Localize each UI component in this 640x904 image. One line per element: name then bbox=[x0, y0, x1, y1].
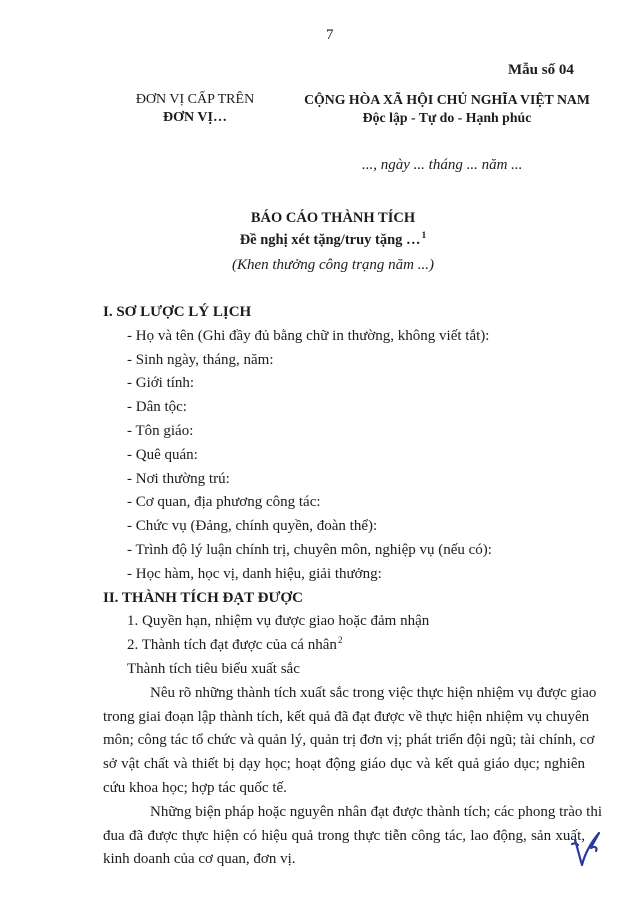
national-title: CỘNG HÒA XÃ HỘI CHỦ NGHĨA VIỆT NAM bbox=[304, 92, 590, 107]
section-2-item-2 bbox=[103, 634, 585, 658]
national-motto: Độc lập - Tự do - Hạnh phúc bbox=[362, 110, 532, 125]
footnote-marker-2: 2 bbox=[337, 636, 343, 647]
footnote-marker-1: 1 bbox=[421, 231, 427, 241]
field-religion: - Tôn giáo: bbox=[127, 422, 194, 439]
paragraph-outstanding-achievements bbox=[103, 682, 597, 801]
page-number: 7 bbox=[326, 27, 334, 43]
report-body bbox=[103, 301, 602, 872]
report-title: BÁO CÁO THÀNH TÍCH bbox=[250, 210, 416, 226]
field-residence: - Nơi thường trú: bbox=[127, 470, 230, 487]
paragraph-line: đua đã được thực hiện có hiệu quả trong thực tiễn công tác, lao động, sản xuất, bbox=[103, 827, 585, 844]
issuing-unit-header bbox=[95, 91, 295, 127]
section-2-item-1: 1. Quyền hạn, nhiệm vụ được giao hoặc đảm nhận bbox=[127, 613, 430, 630]
paragraph-line: kinh doanh của cơ quan, đơn vị. bbox=[103, 851, 296, 868]
paragraph-line: trong giai đoạn lập thành tích, kết quả đã đạt được về thực hiện nhiệm vụ chuyên bbox=[103, 708, 590, 725]
handwritten-initial-icon bbox=[566, 824, 610, 874]
paragraph-line: môn; công tác tổ chức và quản lý, quản trị đơn vị; phát triển đội ngũ; tài chính, cơ bbox=[103, 732, 595, 749]
paragraph-line: cứu khoa học; hợp tác quốc tế. bbox=[103, 779, 287, 796]
field-date-of-birth: - Sinh ngày, tháng, năm: bbox=[127, 351, 274, 368]
field-workplace: - Cơ quan, địa phương công tác: bbox=[127, 494, 321, 511]
date-line: ..., ngày ... tháng ... năm ... bbox=[362, 157, 523, 173]
parent-unit-label: ĐƠN VỊ CẤP TRÊN bbox=[135, 92, 255, 107]
report-subtitle bbox=[133, 231, 533, 256]
field-position: - Chức vụ (Đảng, chính quyền, đoàn thể): bbox=[127, 518, 378, 535]
section-2-subheading: Thành tích tiêu biểu xuất sắc bbox=[127, 660, 300, 677]
field-full-name: - Họ và tên (Ghi đầy đủ bằng chữ in thường, không viết tắt): bbox=[127, 327, 490, 344]
field-gender: - Giới tính: bbox=[127, 375, 195, 392]
report-title-block bbox=[133, 209, 533, 274]
paragraph-line: sở vật chất và thiết bị dạy học; hoạt động giáo dục và kết quả giáo dục; nghiên bbox=[103, 756, 585, 773]
section-1-heading: I. SƠ LƯỢC LÝ LỊCH bbox=[103, 304, 252, 320]
field-hometown: - Quê quán: bbox=[127, 446, 198, 463]
form-code: Mẫu số 04 bbox=[508, 62, 574, 78]
section-2-item-2-text: 2. Thành tích đạt được của cá nhân bbox=[127, 637, 337, 654]
national-header bbox=[297, 91, 597, 127]
paragraph-measures-and-movements bbox=[103, 801, 602, 872]
paragraph-line: Những biện pháp hoặc nguyên nhân đạt được thành tích; các phong trào thi bbox=[150, 803, 602, 820]
paragraph-line: Nêu rõ những thành tích xuất sắc trong việc thực hiện nhiệm vụ được giao bbox=[150, 684, 597, 701]
field-ethnicity: - Dân tộc: bbox=[127, 399, 187, 416]
field-qualifications: - Trình độ lý luận chính trị, chuyên môn, nghiệp vụ (nếu có): bbox=[127, 541, 492, 558]
field-titles-awards: - Học hàm, học vị, danh hiệu, giải thưởng: bbox=[127, 565, 382, 582]
report-subtitle-text: Đề nghị xét tặng/truy tặng … bbox=[239, 232, 421, 248]
report-period: (Khen thưởng công trạng năm ...) bbox=[231, 257, 434, 273]
section-2-heading: II. THÀNH TÍCH ĐẠT ĐƯỢC bbox=[103, 589, 303, 606]
unit-label: ĐƠN VỊ… bbox=[163, 110, 227, 125]
